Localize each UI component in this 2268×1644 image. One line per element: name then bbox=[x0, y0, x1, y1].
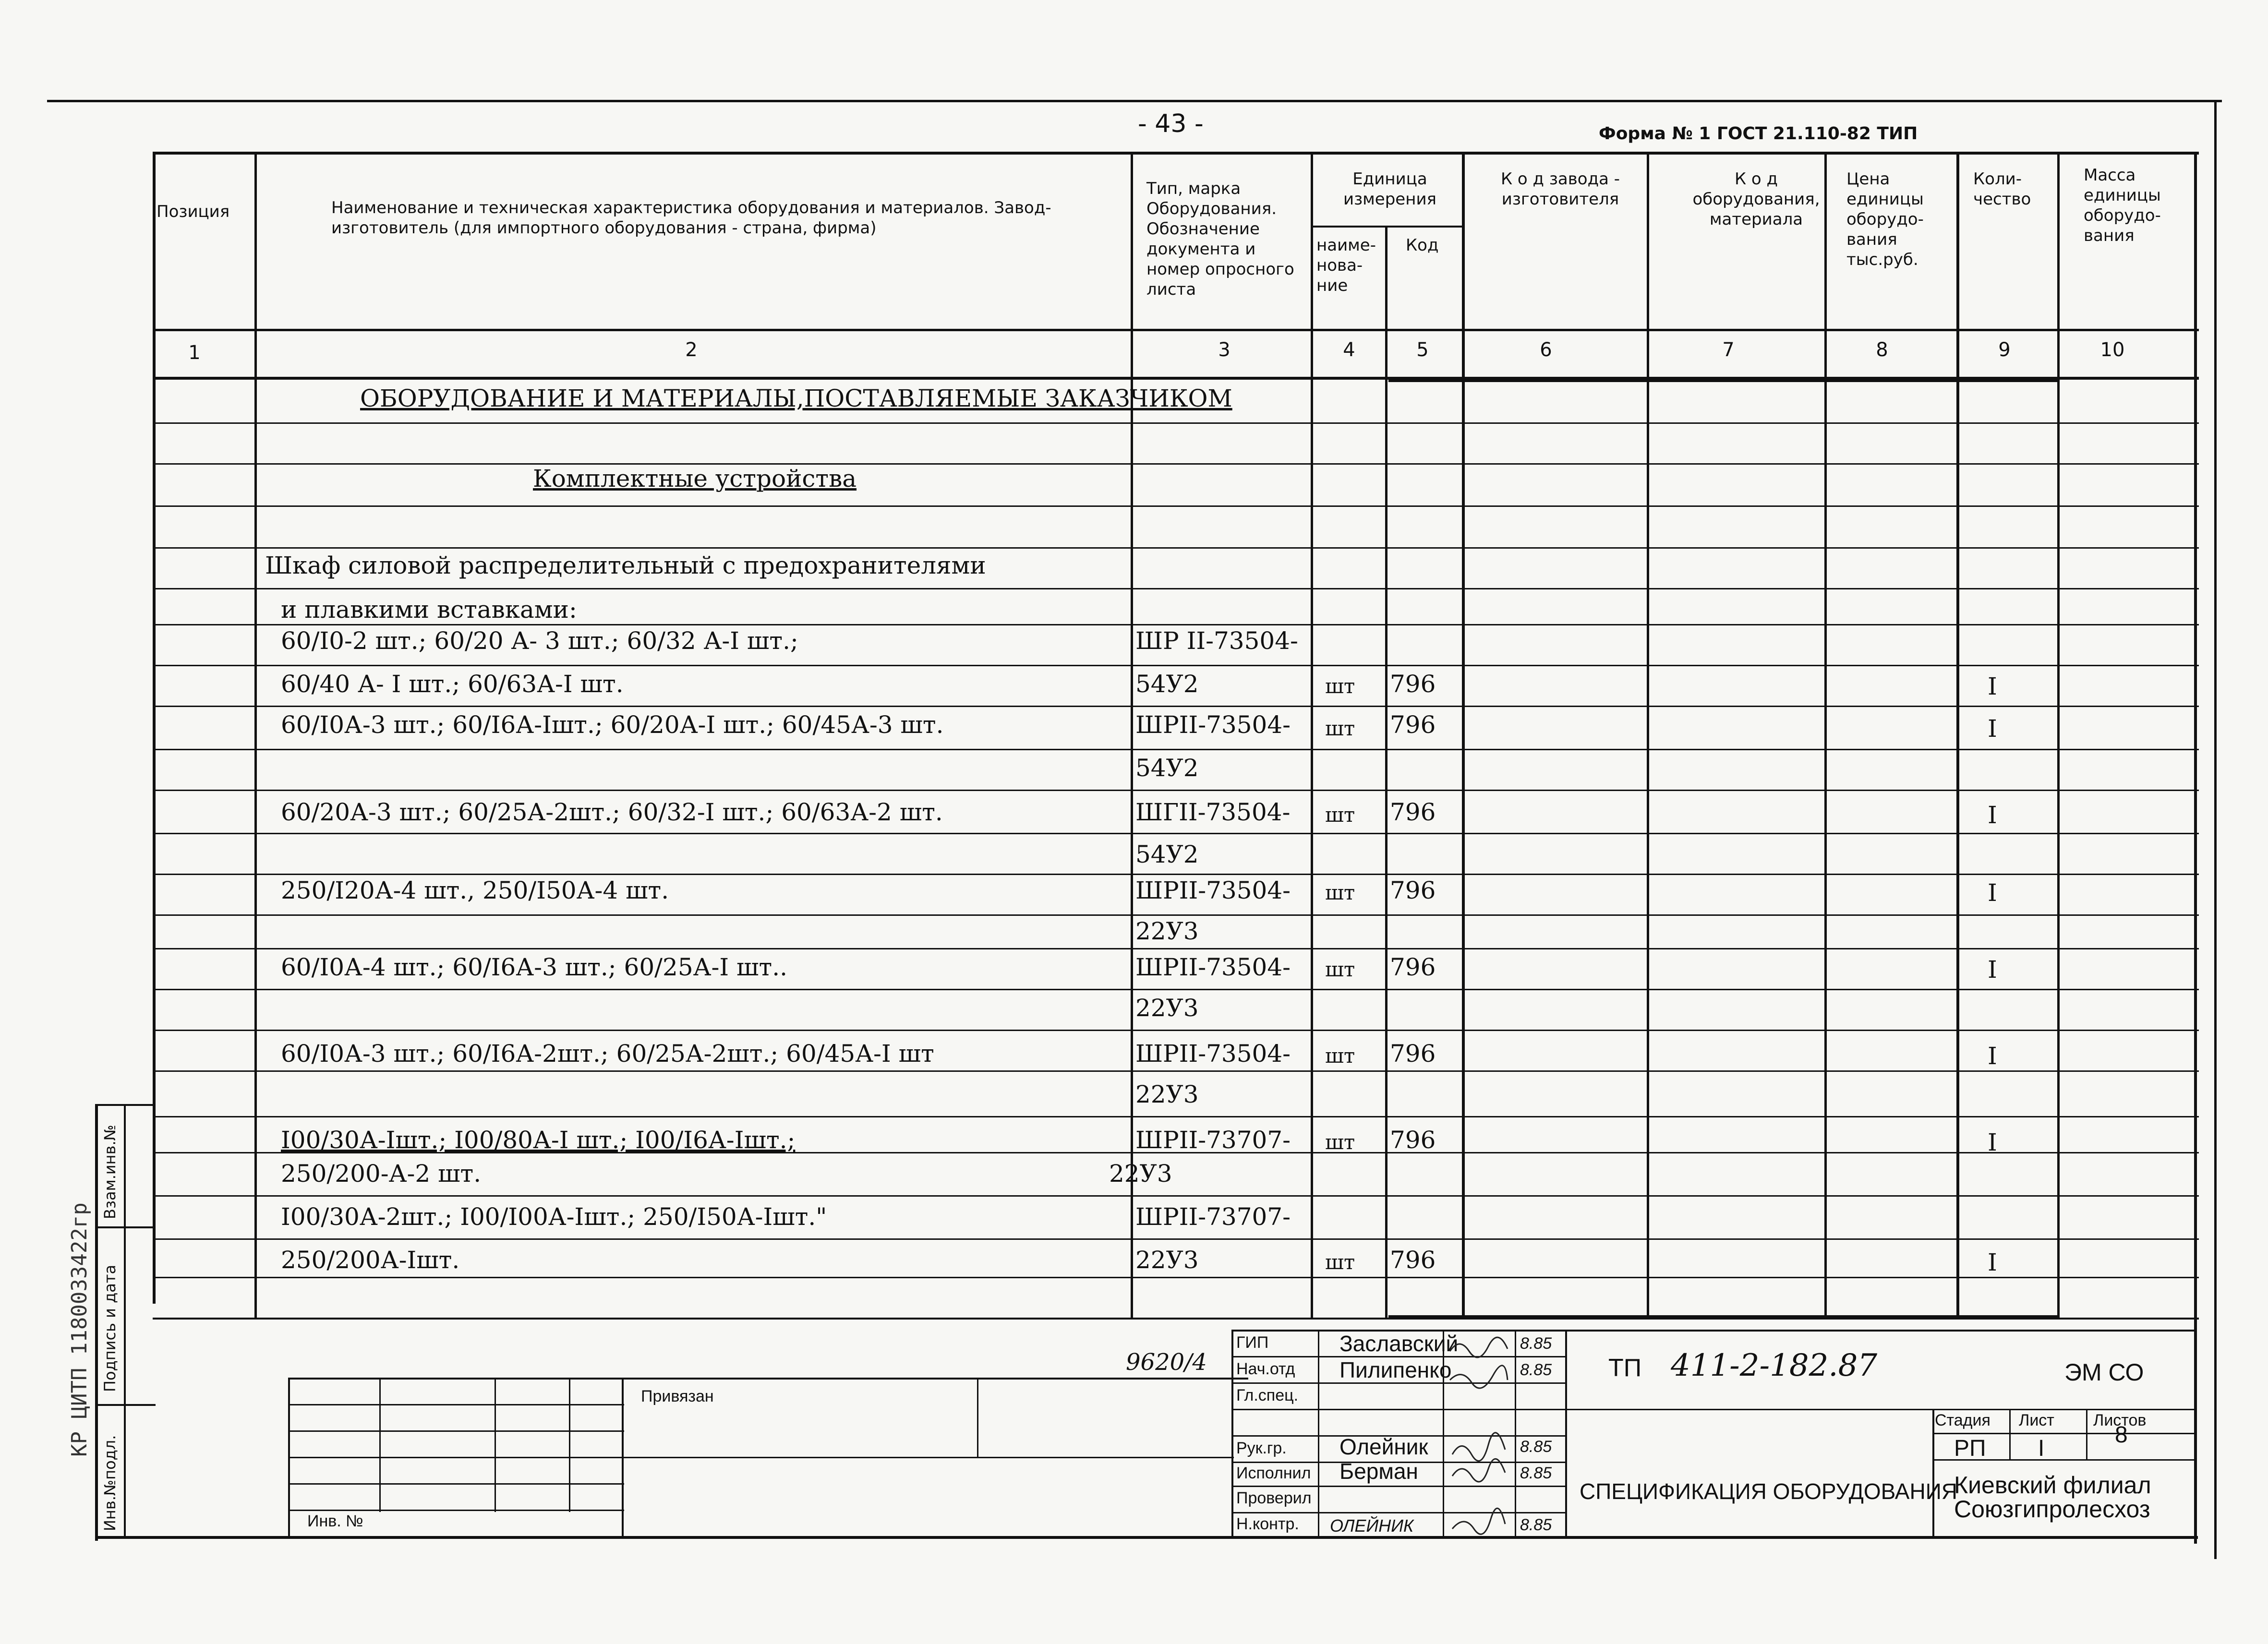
date-ispolnil: 8.85 bbox=[1520, 1464, 1552, 1482]
row-unit-code: 796 bbox=[1390, 876, 1436, 904]
row-type: 54У2 bbox=[1135, 670, 1199, 698]
handwritten-number: 9620/4 bbox=[1126, 1349, 1207, 1376]
signatures-icon bbox=[1445, 1332, 1512, 1538]
row-type: 54У2 bbox=[1135, 754, 1199, 782]
privyazan-label: Привязан bbox=[641, 1387, 714, 1405]
page-number: - 43 - bbox=[1138, 109, 1204, 138]
project-code: 411-2-182.87 bbox=[1671, 1348, 1878, 1383]
col-number-7: 7 bbox=[1722, 339, 1735, 361]
name-oleynik-nkontr: ОЛЕЙНИК bbox=[1330, 1516, 1414, 1536]
project-prefix: ТП bbox=[1608, 1354, 1642, 1382]
row-type: ШРII-73504- bbox=[1135, 953, 1291, 981]
row-unit: шт bbox=[1325, 803, 1355, 827]
row-unit: шт bbox=[1325, 958, 1355, 981]
role-gip: ГИП bbox=[1236, 1333, 1269, 1352]
row-unit: шт bbox=[1325, 717, 1355, 740]
org-line-2: Союзгипролесхоз bbox=[1954, 1496, 2150, 1523]
row-unit-code: 796 bbox=[1390, 1126, 1436, 1154]
row-name: 60/I0-2 шт.; 60/20 А- 3 шт.; 60/32 А-I шт.; bbox=[281, 627, 798, 655]
name-zaslavsky: Заславский bbox=[1339, 1331, 1459, 1356]
side-stamp: КР ЦИТП 1180033422гр bbox=[67, 1202, 92, 1457]
row-quantity: I bbox=[1988, 715, 1997, 743]
intro-line-2: и плавкими вставками: bbox=[281, 596, 577, 624]
row-quantity: I bbox=[1988, 1128, 1997, 1156]
row-quantity: I bbox=[1988, 1248, 1997, 1276]
row-type: 54У2 bbox=[1135, 840, 1199, 868]
row-name: 60/40 А- I шт.; 60/63А-I шт. bbox=[281, 670, 624, 698]
row-name: 250/200А-Iшт. bbox=[281, 1246, 460, 1274]
col-mass-header: Масса единицы оборудо- вания bbox=[2084, 166, 2161, 245]
row-unit: шт bbox=[1325, 881, 1355, 904]
date-n-kontr: 8.85 bbox=[1520, 1516, 1552, 1534]
section-title: ОБОРУДОВАНИЕ И МАТЕРИАЛЫ,ПОСТАВЛЯЕМЫЕ ЗАКАЗЧИКОМ bbox=[360, 384, 1232, 412]
sheet-value: I bbox=[2038, 1436, 2045, 1461]
col-number-8: 8 bbox=[1876, 339, 1888, 361]
row-name: 60/I0А-3 шт.; 60/I6А-Iшт.; 60/20А-I шт.; 60/45А-3 шт. bbox=[281, 711, 944, 739]
row-type: ШРII-73504- bbox=[1135, 711, 1291, 739]
stage-label: Стадия bbox=[1935, 1411, 1991, 1429]
row-quantity: I bbox=[1988, 879, 1997, 907]
row-type: 22У3 bbox=[1135, 917, 1199, 945]
stage-value: РП bbox=[1954, 1436, 1986, 1461]
row-name: 60/I0А-4 шт.; 60/I6А-3 шт.; 60/25А-I шт.. bbox=[281, 953, 787, 981]
row-unit-code: 796 bbox=[1390, 798, 1436, 826]
row-unit: шт bbox=[1325, 674, 1355, 698]
row-name: 250/200-А-2 шт. bbox=[281, 1160, 482, 1188]
row-type: ШРII-73707- bbox=[1135, 1203, 1291, 1231]
row-unit-code: 796 bbox=[1390, 711, 1436, 739]
col-type-header: Тип, марка Оборудования. Обозначение документа и номер опросного листа bbox=[1146, 179, 1294, 299]
col-unit-name-header: наиме- нова- ние bbox=[1316, 236, 1376, 295]
row-quantity: I bbox=[1988, 1042, 1997, 1070]
col-number-1: 1 bbox=[188, 342, 201, 364]
row-name: 60/I0А-3 шт.; 60/I6А-2шт.; 60/25А-2шт.; 60/45А-I шт bbox=[281, 1040, 934, 1068]
date-ruk-gr: 8.85 bbox=[1520, 1438, 1552, 1456]
col-number-9: 9 bbox=[1998, 339, 2011, 361]
row-unit-code: 796 bbox=[1390, 953, 1436, 981]
row-quantity: I bbox=[1988, 801, 1997, 829]
date-nach-otd: 8.85 bbox=[1520, 1361, 1552, 1379]
side-label-inv-podl: Инв.№подл. bbox=[101, 1435, 119, 1531]
col-name-header: Наименование и техническая характеристика оборудования и материалов. Завод-изготовитель (для импортного оборудования - страна, фирма) bbox=[331, 198, 1051, 238]
row-name: I00/30А-2шт.; I00/I00А-Iшт.; 250/I50А-Iшт." bbox=[281, 1203, 827, 1231]
row-type: ШРII-73707- bbox=[1135, 1126, 1291, 1154]
role-nach-otd: Нач.отд bbox=[1236, 1360, 1295, 1378]
row-quantity: I bbox=[1988, 672, 1997, 700]
sheets-label: Листов bbox=[2093, 1411, 2147, 1429]
row-unit-code: 796 bbox=[1390, 670, 1436, 698]
col-unit-group-header: Единица измерения bbox=[1343, 169, 1437, 209]
col-number-5: 5 bbox=[1416, 339, 1429, 361]
row-unit: шт bbox=[1325, 1250, 1355, 1274]
side-label-podpis: Подпись и дата bbox=[101, 1264, 119, 1392]
row-unit: шт bbox=[1325, 1044, 1355, 1068]
subsection-title: Комплектные устройства bbox=[533, 465, 857, 492]
role-gl-spec: Гл.спец. bbox=[1236, 1386, 1299, 1404]
name-pilipenko: Пилипенко bbox=[1339, 1357, 1452, 1382]
role-ispolnil: Исполнил bbox=[1236, 1464, 1311, 1482]
row-type: ШРII-73504- bbox=[1135, 876, 1291, 904]
row-quantity: I bbox=[1988, 956, 1997, 984]
col-position-header: Позиция bbox=[157, 202, 230, 221]
inv-no-label: Инв. № bbox=[307, 1512, 363, 1530]
col-price-header: Цена единицы оборудо- вания тыс.руб. bbox=[1846, 169, 1924, 269]
row-type: ШРII-73504- bbox=[1135, 1040, 1291, 1068]
col-number-10: 10 bbox=[2100, 339, 2125, 361]
role-proveril: Проверил bbox=[1236, 1489, 1312, 1507]
col-unit-code-header: Код bbox=[1406, 236, 1439, 255]
row-type: 22У3 bbox=[1109, 1160, 1172, 1188]
name-oleynik: Олейник bbox=[1339, 1434, 1428, 1459]
row-name: 250/I20А-4 шт., 250/I50А-4 шт. bbox=[281, 876, 669, 904]
role-n-kontr: Н.контр. bbox=[1236, 1515, 1299, 1533]
col-number-3: 3 bbox=[1218, 339, 1231, 361]
row-unit-code: 796 bbox=[1390, 1246, 1436, 1274]
row-type: 22У3 bbox=[1135, 1246, 1199, 1274]
col-equipment-code-header: К о д оборудования, материала bbox=[1692, 169, 1820, 229]
col-number-6: 6 bbox=[1540, 339, 1552, 361]
form-note: Форма № 1 ГОСТ 21.110-82 ТИП bbox=[1599, 124, 1918, 144]
col-quantity-header: Коли- чество bbox=[1973, 169, 2031, 209]
row-unit: шт bbox=[1325, 1130, 1355, 1154]
col-number-2: 2 bbox=[685, 339, 698, 361]
row-unit-code: 796 bbox=[1390, 1040, 1436, 1068]
side-label-vzam: Взам.инв.№ bbox=[101, 1125, 119, 1219]
name-berman: Берман bbox=[1339, 1459, 1418, 1484]
role-ruk-gr: Рук.гр. bbox=[1236, 1439, 1287, 1457]
intro-line-1: Шкаф силовой распределительный с предохранителями bbox=[265, 552, 986, 579]
col-factory-code-header: К о д завода - изготовителя bbox=[1500, 169, 1620, 209]
col-number-4: 4 bbox=[1343, 339, 1355, 361]
date-gip: 8.85 bbox=[1520, 1334, 1552, 1353]
project-mark: ЭМ СО bbox=[2064, 1359, 2144, 1386]
document-title: СПЕЦИФИКАЦИЯ ОБОРУДОВАНИЯ bbox=[1580, 1479, 1957, 1504]
row-type: 22У3 bbox=[1135, 994, 1199, 1022]
row-type: 22У3 bbox=[1135, 1080, 1199, 1108]
row-name: 60/20А-3 шт.; 60/25А-2шт.; 60/32-I шт.; 60/63А-2 шт. bbox=[281, 798, 943, 826]
org-line-1: Киевский филиал bbox=[1954, 1472, 2151, 1499]
row-name: I00/30А-Iшт.; I00/80А-I шт.; I00/I6А-Iшт.; bbox=[281, 1126, 796, 1154]
row-type: ШР II-73504- bbox=[1135, 627, 1298, 655]
row-type: ШГII-73504- bbox=[1135, 798, 1291, 826]
sheet-label: Лист bbox=[2019, 1411, 2054, 1429]
sheets-value: 8 bbox=[2115, 1422, 2128, 1448]
